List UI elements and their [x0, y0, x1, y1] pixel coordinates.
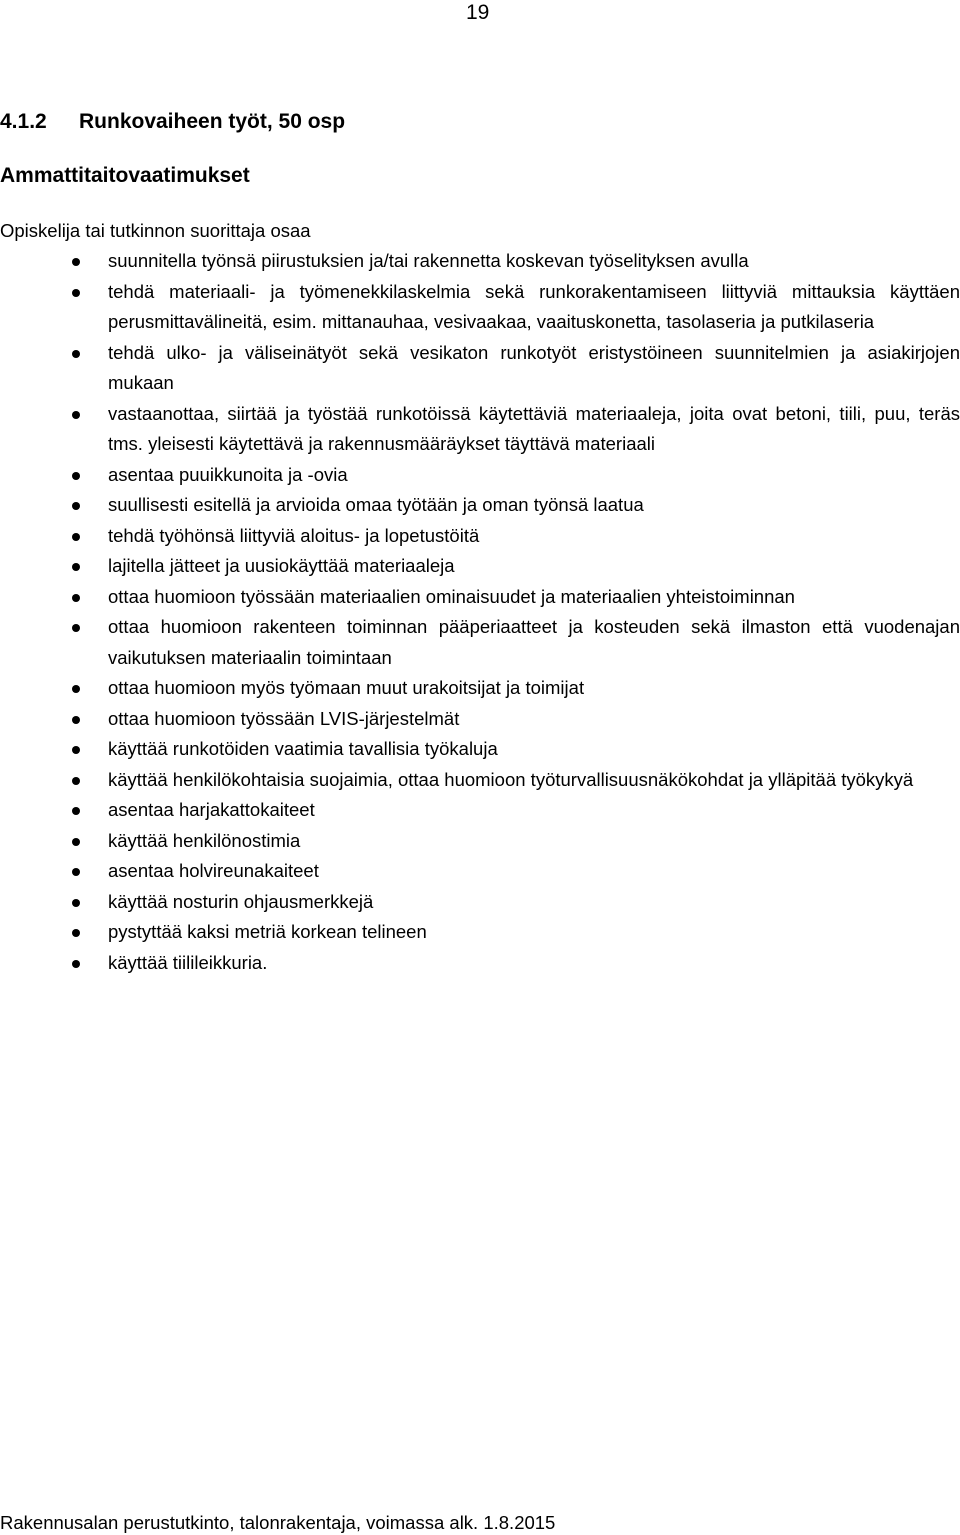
- list-item-text: vastaanottaa, siirtää ja työstää runkotöissä käytettäviä materiaaleja, joita ovat betoni, tiili, puu, teräs tms. yleisesti käytettävä ja rakennusmääräykset täyttävä materiaali: [108, 402, 960, 454]
- bullet-icon: [72, 838, 80, 846]
- list-item-text: suullisesti esitellä ja arvioida omaa työtään ja oman työnsä laatua: [108, 494, 644, 515]
- bullet-icon: [72, 563, 80, 571]
- list-item-text: käyttää nosturin ohjausmerkkejä: [108, 890, 374, 912]
- bullet-icon: [72, 746, 80, 754]
- list-item-text: asentaa harjakattokaiteet: [108, 799, 315, 820]
- list-item-text: ottaa huomioon myös työmaan muut urakoitsijat ja toimijat: [108, 677, 585, 698]
- list-item-text: asentaa puuikkunoita ja -ovia: [108, 463, 348, 485]
- list-item-text: tehdä työhönsä liittyviä aloitus- ja lopetustöitä: [108, 524, 480, 546]
- list-item: [0, 246, 960, 277]
- bullet-icon: [72, 289, 80, 297]
- bullet-icon: [72, 929, 80, 937]
- bullet-icon: [72, 350, 80, 358]
- list-item-text: pystyttää kaksi metriä korkean telineen: [108, 921, 427, 942]
- requirements-list: [0, 246, 960, 978]
- bullet-icon: [72, 685, 80, 693]
- list-item-text: ottaa huomioon työssään LVIS-järjestelmät: [108, 707, 460, 729]
- list-item-text: käyttää tiilileikkuria.: [108, 951, 268, 973]
- list-item: [0, 521, 960, 552]
- bullet-icon: [72, 777, 80, 785]
- bullet-icon: [72, 533, 80, 541]
- section-title: Runkovaiheen työt, 50 osp: [79, 110, 346, 133]
- bullet-icon: [72, 502, 80, 510]
- list-item: [0, 948, 960, 979]
- list-item: [0, 765, 960, 796]
- list-item: [0, 582, 960, 613]
- bullet-icon: [72, 258, 80, 266]
- list-item: [0, 399, 960, 460]
- bullet-icon: [72, 899, 80, 907]
- list-item: [0, 704, 960, 735]
- list-item-text: asentaa holvireunakaiteet: [108, 860, 319, 881]
- list-item-text: ottaa huomioon työssään materiaalien ominaisuudet ja materiaalien yhteistoiminnan: [108, 585, 795, 607]
- section-heading: [0, 108, 345, 136]
- bullet-icon: [72, 716, 80, 724]
- list-item: [0, 887, 960, 918]
- list-item: [0, 612, 960, 673]
- bullet-icon: [72, 411, 80, 419]
- bullet-icon: [72, 960, 80, 968]
- list-item-text: käyttää henkilökohtaisia suojaimia, ottaa huomioon työturvallisuusnäkökohdat ja ylläpitää työkykyä: [108, 768, 914, 790]
- bullet-icon: [72, 807, 80, 815]
- list-item: [0, 826, 960, 857]
- bullet-icon: [72, 624, 80, 632]
- list-item-text: tehdä materiaali- ja työmenekkilaskelmia sekä runkorakentamiseen liittyviä mittauksia käyttäen perusmittavälineitä, esim. mittanauhaa, vesivaakaa, vaaituskonetta, tasolaseria ja putkilaseria: [108, 280, 960, 332]
- list-item: [0, 795, 960, 826]
- list-item: [0, 917, 960, 948]
- section-number: 4.1.2: [0, 110, 47, 133]
- intro-text: Opiskelija tai tutkinnon suorittaja osaa: [0, 220, 311, 241]
- list-item-text: suunnitella työnsä piirustuksien ja/tai rakennetta koskevan työselityksen avulla: [108, 250, 749, 271]
- page-number: 19: [466, 1, 490, 24]
- list-item-text: käyttää runkotöiden vaatimia tavallisia työkaluja: [108, 738, 498, 759]
- page-footer: Rakennusalan perustutkinto, talonrakentaja, voimassa alk. 1.8.2015: [0, 1512, 556, 1533]
- list-item-text: ottaa huomioon rakenteen toiminnan pääperiaatteet ja kosteuden sekä ilmaston että vuodenajan vaikutuksen materiaalin toimintaan: [108, 616, 960, 668]
- list-item: [0, 856, 960, 887]
- list-item: [0, 490, 960, 521]
- list-item: [0, 460, 960, 491]
- bullet-icon: [72, 472, 80, 480]
- subheading: Ammattitaitovaatimukset: [0, 164, 250, 187]
- list-item: [0, 338, 960, 399]
- list-item: [0, 551, 960, 582]
- bullet-icon: [72, 868, 80, 876]
- list-item-text: käyttää henkilönostimia: [108, 829, 301, 851]
- list-item: [0, 734, 960, 765]
- list-item-text: tehdä ulko- ja väliseinätyöt sekä vesikaton runkotyöt eristystöineen suunnitelmien ja asiakirjojen mukaan: [108, 341, 960, 393]
- bullet-icon: [72, 594, 80, 602]
- list-item-text: lajitella jätteet ja uusiokäyttää materiaaleja: [108, 555, 455, 576]
- list-item: [0, 277, 960, 338]
- list-item: [0, 673, 960, 704]
